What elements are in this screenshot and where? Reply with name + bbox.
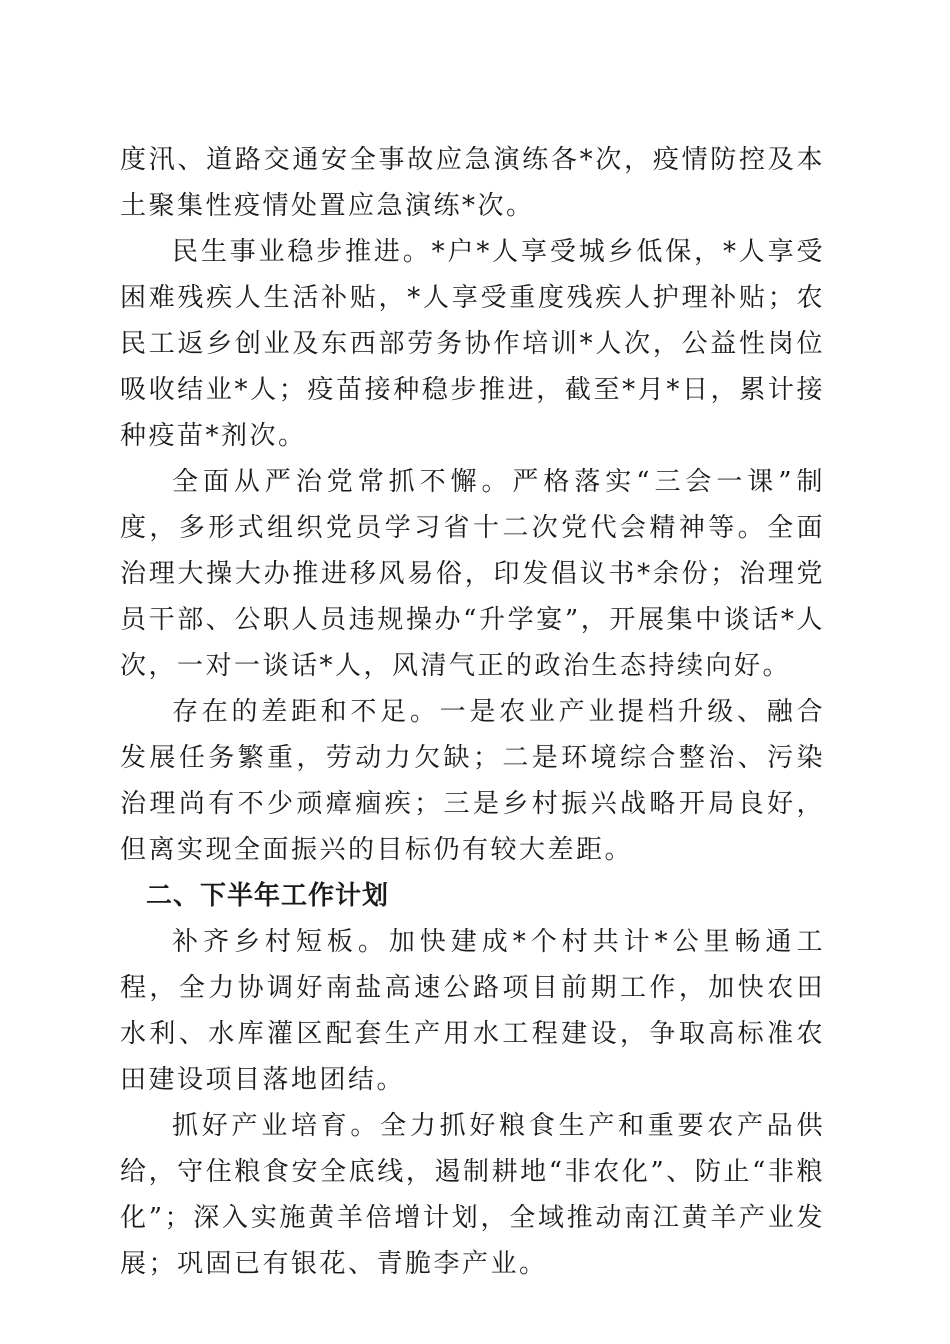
- paragraph-shortcomings: 存在的差距和不足。一是农业产业提档升级、融合发展任务繁重，劳动力欠缺；二是环境综合整治、污染治理尚有不少顽瘴痼疾；三是乡村振兴战略开局良好，但离实现全面振兴的目标仍有较大差距。: [120, 697, 825, 865]
- paragraph-industry-cultivation: 抓好产业培育。全力抓好粮食生产和重要农产品供给，守住粮食安全底线，遏制耕地“非农化”、防止“非粮化”；深入实施黄羊倍增计划，全域推动南江黄羊产业发展；巩固已有银花、青脆李产业。: [120, 1111, 825, 1279]
- paragraph-drill-continuation: 度汛、道路交通安全事故应急演练各*次，疫情防控及本土聚集性疫情处置应急演练*次。: [120, 145, 825, 221]
- section-heading-work-plan: 二、下半年工作计划: [146, 881, 390, 911]
- paragraph-livelihood: 民生事业稳步推进。*户*人享受城乡低保，*人享受困难残疾人生活补贴，*人享受重度残疾人护理补贴；农民工返乡创业及东西部劳务协作培训*人次，公益性岗位吸收结业*人；疫苗接种稳步推进，截至*月*日，累计接种疫苗*剂次。: [120, 237, 825, 451]
- document-body: [120, 137, 825, 1287]
- paragraph-rural-infrastructure: 补齐乡村短板。加快建成*个村共计*公里畅通工程，全力协调好南盐高速公路项目前期工作，加快农田水利、水库灌区配套生产用水工程建设，争取高标准农田建设项目落地团结。: [120, 927, 825, 1095]
- paragraph-party-governance: 全面从严治党常抓不懈。严格落实“三会一课”制度，多形式组织党员学习省十二次党代会精神等。全面治理大操大办推进移风易俗，印发倡议书*余份；治理党员干部、公职人员违规操办“升学宴”，开展集中谈话*人次，一对一谈话*人，风清气正的政治生态持续向好。: [120, 467, 825, 681]
